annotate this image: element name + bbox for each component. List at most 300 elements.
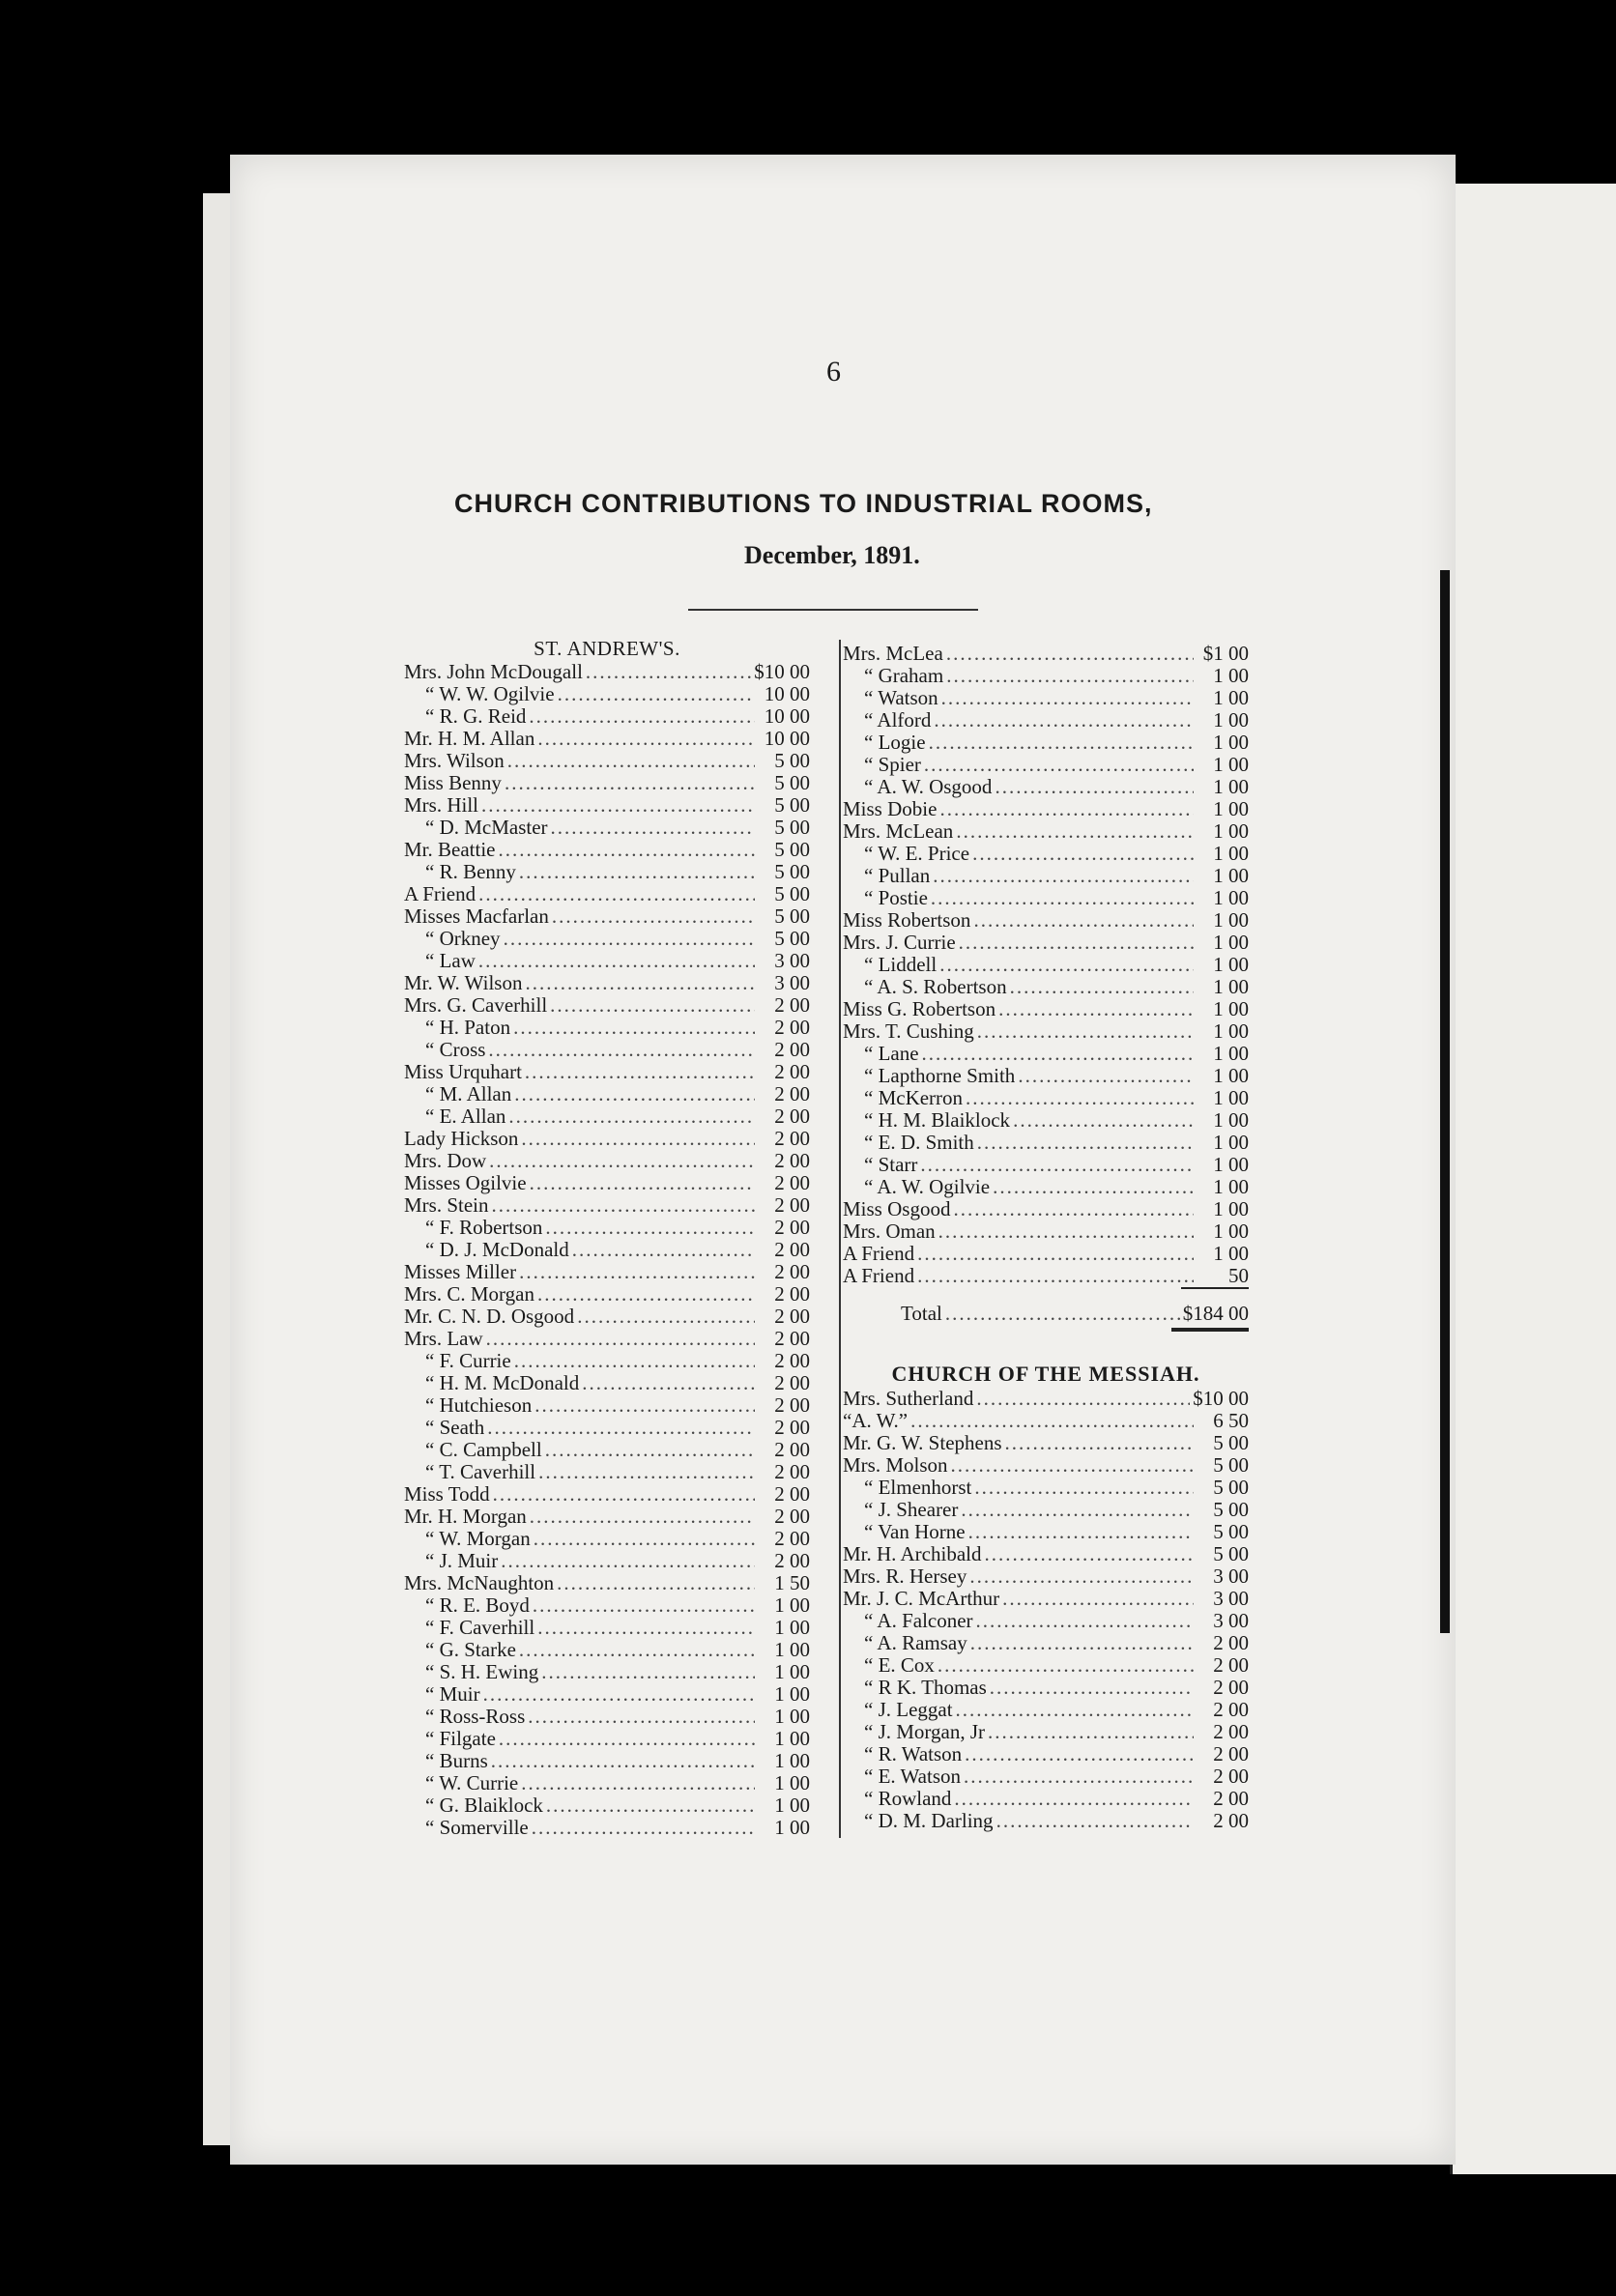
contributor-name: Mrs. G. Caverhill — [404, 993, 548, 1017]
leader-dots — [529, 705, 755, 728]
contributor-name: A Friend — [843, 1264, 915, 1287]
contribution-row — [843, 776, 1249, 798]
contributor-name: Misses Ogilvie — [404, 1171, 527, 1194]
section-heading-church-of-the-messiah: CHURCH OF THE MESSIAH. — [891, 1362, 1200, 1386]
contributor-name: “ G. Blaiklock — [425, 1794, 543, 1817]
contribution-row — [843, 709, 1249, 732]
contribution-row — [843, 665, 1249, 687]
total-double-rule — [1171, 1328, 1249, 1332]
contributor-name: “ Elmenhorst — [864, 1476, 972, 1499]
contribution-amount: 2 00 — [774, 1193, 810, 1217]
leader-dots — [545, 1217, 755, 1239]
leader-dots — [481, 794, 755, 817]
contributor-name: Mr. H. M. Allan — [404, 727, 535, 750]
contribution-row — [404, 794, 810, 817]
contribution-row — [843, 1132, 1249, 1154]
leader-dots — [545, 1439, 755, 1461]
leader-dots — [498, 839, 755, 861]
contribution-amount: 5 00 — [774, 838, 810, 861]
leader-dots — [976, 1388, 1190, 1410]
contribution-amount: 2 00 — [774, 1038, 810, 1061]
contributor-name: “ D. J. McDonald — [425, 1238, 569, 1261]
leader-dots — [504, 928, 755, 950]
leader-dots — [537, 1617, 755, 1639]
contribution-row — [843, 1020, 1249, 1043]
total-row — [843, 1303, 1249, 1325]
contributor-name: “ Rowland — [864, 1787, 952, 1810]
contribution-row — [404, 1105, 810, 1128]
contributor-name: “ W. Morgan — [425, 1527, 531, 1550]
contribution-row — [404, 1194, 810, 1217]
contribution-row — [843, 887, 1249, 909]
contribution-row — [843, 1087, 1249, 1109]
contribution-amount: 2 00 — [1213, 1676, 1249, 1699]
leader-dots — [551, 817, 755, 839]
contributor-name: “ Lane — [864, 1042, 919, 1065]
leader-dots — [488, 1039, 755, 1061]
contribution-row — [843, 932, 1249, 954]
contribution-amount: 1 00 — [1213, 1131, 1249, 1154]
contribution-amount: 2 00 — [774, 1016, 810, 1039]
page-number: 6 — [826, 356, 841, 387]
contribution-row — [843, 1654, 1249, 1677]
contribution-row — [843, 1565, 1249, 1588]
contribution-amount: 3 00 — [1213, 1564, 1249, 1588]
total-label: Total — [901, 1302, 942, 1325]
contribution-row — [843, 1521, 1249, 1543]
contribution-amount: 2 00 — [774, 993, 810, 1017]
contribution-row — [404, 1728, 810, 1750]
contributor-name: “ Van Horne — [864, 1520, 966, 1543]
contributor-name: Mr. W. Wilson — [404, 971, 523, 994]
leader-dots — [922, 1043, 1194, 1065]
contribution-row — [843, 1677, 1249, 1699]
leader-dots — [557, 1572, 755, 1594]
contribution-row — [843, 1477, 1249, 1499]
contribution-row — [404, 1750, 810, 1772]
contribution-amount: 1 00 — [1213, 886, 1249, 909]
contributor-name: Miss Robertson — [843, 908, 971, 932]
leader-dots — [552, 905, 755, 928]
contributor-name: “ M. Allan — [425, 1082, 512, 1105]
contribution-amount: 2 00 — [774, 1260, 810, 1283]
leader-dots — [528, 1706, 755, 1728]
contributor-name: Mr. H. Morgan — [404, 1505, 527, 1528]
leader-dots — [499, 1728, 755, 1750]
leader-dots — [973, 909, 1194, 932]
leader-dots — [478, 950, 755, 972]
contribution-amount: 5 00 — [1213, 1431, 1249, 1454]
contribution-amount: 1 00 — [1213, 1153, 1249, 1176]
leader-dots — [951, 1454, 1194, 1477]
contributor-name: “ H. M. McDonald — [425, 1371, 580, 1394]
contribution-amount: 1 00 — [1213, 1242, 1249, 1265]
contribution-row — [404, 1039, 810, 1061]
contributor-name: “ C. Campbell — [425, 1438, 542, 1461]
contribution-amount: 10 00 — [764, 704, 810, 728]
contributor-name: Miss Todd — [404, 1482, 490, 1506]
leader-dots — [478, 883, 755, 905]
contribution-amount: 1 00 — [1213, 731, 1249, 754]
contribution-amount: 1 00 — [774, 1660, 810, 1683]
leader-dots — [572, 1239, 755, 1261]
facing-page-edge — [1450, 184, 1616, 2174]
leader-dots — [917, 1265, 1194, 1287]
contribution-amount: 1 00 — [1213, 819, 1249, 843]
contribution-row — [404, 661, 810, 683]
contribution-row — [404, 1417, 810, 1439]
leader-dots — [487, 1417, 755, 1439]
contributor-name: “ A. W. Osgood — [864, 775, 993, 798]
contribution-amount: 5 00 — [774, 771, 810, 794]
contribution-amount: 2 00 — [1213, 1809, 1249, 1832]
leader-dots — [974, 1477, 1194, 1499]
contributor-name: “ E. Cox — [864, 1653, 935, 1677]
leader-dots — [1018, 1065, 1194, 1087]
left-column — [404, 636, 810, 1839]
contribution-amount: 2 00 — [774, 1216, 810, 1239]
contributor-name: Mrs. Sutherland — [843, 1387, 974, 1410]
contribution-row — [843, 1410, 1249, 1432]
contribution-amount: 1 00 — [1213, 931, 1249, 954]
contributor-name: “ H. M. Blaiklock — [864, 1108, 1011, 1132]
leader-dots — [990, 1677, 1194, 1699]
contribution-amount: 5 00 — [1213, 1453, 1249, 1477]
contribution-row — [404, 928, 810, 950]
contribution-amount: 5 00 — [774, 904, 810, 928]
contributor-name: “ Filgate — [425, 1727, 496, 1750]
total-amount: $184 00 — [1182, 1302, 1249, 1325]
leader-dots — [541, 1661, 755, 1683]
leader-dots — [1013, 1109, 1194, 1132]
leader-dots — [533, 1594, 755, 1617]
contribution-row — [843, 687, 1249, 709]
contribution-amount: 1 00 — [1213, 1175, 1249, 1198]
contributor-name: “ J. Leggat — [864, 1698, 953, 1721]
contributor-name: “ J. Morgan, Jr — [864, 1720, 986, 1743]
leader-dots — [519, 1639, 755, 1661]
contributor-name: “ Hutchieson — [425, 1393, 533, 1417]
contributor-name: “ E. Allan — [425, 1105, 506, 1128]
contributor-name: “ W. Currie — [425, 1771, 519, 1794]
contributor-name: Mrs. Stein — [404, 1193, 489, 1217]
contribution-amount: 2 00 — [774, 1549, 810, 1572]
contribution-row — [404, 950, 810, 972]
contributor-name: Mr. G. W. Stephens — [843, 1431, 1002, 1454]
contribution-row — [404, 772, 810, 794]
contributor-name: “ H. Paton — [425, 1016, 511, 1039]
leader-dots — [521, 1128, 755, 1150]
leader-dots — [972, 843, 1194, 865]
contribution-amount: 1 00 — [774, 1749, 810, 1772]
page-date: December, 1891. — [744, 541, 920, 569]
contribution-row — [843, 1043, 1249, 1065]
leader-dots — [965, 1743, 1194, 1765]
leader-dots — [995, 776, 1194, 798]
contributor-name: “ Burns — [425, 1749, 488, 1772]
contribution-row — [404, 1772, 810, 1794]
contribution-row — [843, 1243, 1249, 1265]
contribution-row — [843, 1176, 1249, 1198]
leader-dots — [939, 798, 1194, 820]
leader-dots — [968, 1521, 1194, 1543]
leader-dots — [938, 1220, 1194, 1243]
contribution-row — [404, 1239, 810, 1261]
section-heading-st-andrews: ST. ANDREW'S. — [534, 637, 680, 660]
leader-dots — [538, 1461, 755, 1483]
leader-dots — [924, 754, 1194, 776]
contribution-amount: 1 00 — [1213, 997, 1249, 1020]
contributor-name: “ Law — [425, 949, 476, 972]
contribution-row — [843, 1743, 1249, 1765]
leader-dots — [996, 1810, 1194, 1832]
leader-dots — [933, 865, 1194, 887]
contribution-amount: 2 00 — [774, 1127, 810, 1150]
contribution-row — [404, 1150, 810, 1172]
contribution-amount: 10 00 — [764, 682, 810, 705]
leader-dots — [519, 1261, 755, 1283]
contributor-name: Misses Miller — [404, 1260, 517, 1283]
leader-dots — [546, 1794, 755, 1817]
contribution-row — [843, 820, 1249, 843]
contribution-list-st-andrews-continued — [843, 643, 1249, 1287]
contribution-amount: 1 00 — [1213, 1042, 1249, 1065]
contribution-row — [404, 1661, 810, 1683]
leader-dots — [977, 1020, 1194, 1043]
contributor-name: “ Cross — [425, 1038, 486, 1061]
contribution-row — [843, 754, 1249, 776]
contribution-amount: 5 00 — [774, 749, 810, 772]
contributor-name: “ Orkney — [425, 927, 501, 950]
contribution-row — [404, 750, 810, 772]
leader-dots — [508, 1105, 755, 1128]
contribution-row — [843, 1499, 1249, 1521]
leader-dots — [550, 994, 755, 1017]
contribution-row — [404, 1550, 810, 1572]
contribution-amount: 3 00 — [774, 971, 810, 994]
leader-dots — [917, 1243, 1194, 1265]
leader-dots — [946, 643, 1194, 665]
leader-dots — [945, 1303, 1180, 1325]
contribution-row — [404, 705, 810, 728]
contribution-row — [843, 998, 1249, 1020]
contribution-amount: 2 00 — [774, 1371, 810, 1394]
contributor-name: “ A. Falconer — [864, 1609, 973, 1632]
contribution-amount: 2 00 — [774, 1482, 810, 1506]
contribution-amount: 5 00 — [1213, 1498, 1249, 1521]
contribution-row — [843, 1265, 1249, 1287]
contributor-name: “ Postie — [864, 886, 928, 909]
contribution-row — [404, 1439, 810, 1461]
contributor-name: “ W. E. Price — [864, 842, 970, 865]
contribution-amount: 2 00 — [1213, 1653, 1249, 1677]
contributor-name: “ McKerron — [864, 1086, 964, 1109]
contribution-row — [843, 1810, 1249, 1832]
leader-dots — [931, 887, 1194, 909]
contributor-name: A Friend — [404, 882, 476, 905]
contribution-amount: 1 00 — [1213, 864, 1249, 887]
contributor-name: Mrs. Hill — [404, 793, 479, 817]
leader-dots — [501, 1550, 755, 1572]
contribution-row — [404, 994, 810, 1017]
leader-dots — [525, 972, 755, 994]
contribution-row — [404, 839, 810, 861]
leader-dots — [956, 820, 1194, 843]
contributor-name: Mrs. Oman — [843, 1220, 936, 1243]
page-title: CHURCH CONTRIBUTIONS TO INDUSTRIAL ROOMS, — [454, 489, 1153, 518]
contribution-row — [843, 976, 1249, 998]
leader-dots — [941, 687, 1194, 709]
contribution-row — [404, 683, 810, 705]
contributor-name: “ R. Benny — [425, 860, 516, 883]
contribution-row — [404, 1683, 810, 1706]
contributor-name: Mrs. R. Hersey — [843, 1564, 967, 1588]
leader-dots — [491, 1750, 755, 1772]
contribution-amount: 2 00 — [774, 1349, 810, 1372]
contribution-amount: 5 00 — [774, 882, 810, 905]
contributor-name: “ R. G. Reid — [425, 704, 527, 728]
leader-dots — [993, 1176, 1194, 1198]
column-divider — [839, 640, 841, 1838]
contribution-row — [404, 1328, 810, 1350]
contributor-name: Mrs. Dow — [404, 1149, 487, 1172]
contribution-row — [843, 1432, 1249, 1454]
contribution-amount: 2 00 — [774, 1327, 810, 1350]
leader-dots — [577, 1306, 755, 1328]
contribution-amount: 1 00 — [1213, 708, 1249, 732]
contribution-amount: 1 00 — [774, 1616, 810, 1639]
leader-dots — [534, 1528, 755, 1550]
contribution-row — [404, 1217, 810, 1239]
leader-dots — [1002, 1588, 1194, 1610]
contribution-amount: 1 00 — [1213, 664, 1249, 687]
contribution-row — [404, 1017, 810, 1039]
contributor-name: Mrs. John McDougall — [404, 660, 583, 683]
contribution-amount: 3 00 — [774, 949, 810, 972]
contribution-row — [843, 843, 1249, 865]
contribution-row — [843, 1788, 1249, 1810]
leader-dots — [493, 1483, 755, 1506]
contribution-amount: 1 00 — [774, 1593, 810, 1617]
right-column — [843, 643, 1249, 1832]
contribution-row — [404, 1594, 810, 1617]
leader-dots — [530, 1172, 755, 1194]
contribution-row — [404, 1061, 810, 1083]
contribution-row — [404, 1706, 810, 1728]
leader-dots — [486, 1328, 755, 1350]
leader-dots — [489, 1150, 755, 1172]
contribution-row — [404, 1172, 810, 1194]
contributor-name: “ Graham — [864, 664, 944, 687]
contribution-row — [843, 1721, 1249, 1743]
contributor-name: Mrs. McLea — [843, 642, 943, 665]
contribution-row — [843, 1109, 1249, 1132]
contribution-amount: 5 00 — [1213, 1520, 1249, 1543]
contribution-amount: 1 00 — [774, 1682, 810, 1706]
contributor-name: Miss Osgood — [843, 1197, 951, 1220]
leader-dots — [492, 1194, 755, 1217]
contribution-row — [404, 1483, 810, 1506]
contribution-amount: 1 50 — [774, 1571, 810, 1594]
leader-dots — [966, 1087, 1194, 1109]
contribution-amount: 3 00 — [1213, 1587, 1249, 1610]
contribution-amount: $10 00 — [1193, 1387, 1249, 1410]
contribution-row — [404, 905, 810, 928]
contribution-row — [843, 1454, 1249, 1477]
leader-dots — [534, 1394, 755, 1417]
contributor-name: “ S. H. Ewing — [425, 1660, 539, 1683]
contribution-row — [404, 1617, 810, 1639]
leader-dots — [514, 1350, 755, 1372]
binding-strip — [1440, 570, 1450, 1633]
contributor-name: “ Pullan — [864, 864, 931, 887]
contributor-name: “ F. Caverhill — [425, 1616, 535, 1639]
contribution-amount: 1 00 — [1213, 1108, 1249, 1132]
contribution-row — [404, 1372, 810, 1394]
contribution-row — [843, 1388, 1249, 1410]
contributor-name: “ Liddell — [864, 953, 938, 976]
total-rule — [1181, 1287, 1249, 1289]
contribution-row — [404, 1128, 810, 1150]
contribution-amount: 2 00 — [774, 1060, 810, 1083]
leader-dots — [582, 1372, 755, 1394]
contribution-row — [404, 1794, 810, 1817]
contributor-name: “ R K. Thomas — [864, 1676, 987, 1699]
contribution-amount: 5 00 — [774, 927, 810, 950]
contributor-name: “ Spier — [864, 753, 921, 776]
leader-dots — [934, 709, 1194, 732]
contribution-amount: 2 00 — [774, 1527, 810, 1550]
leader-dots — [969, 1565, 1194, 1588]
contribution-row — [404, 1083, 810, 1105]
leader-dots — [929, 732, 1194, 754]
contribution-row — [404, 972, 810, 994]
contribution-row — [404, 1639, 810, 1661]
contributor-name: “ Somerville — [425, 1816, 529, 1839]
contribution-amount: 2 00 — [774, 1082, 810, 1105]
contribution-row — [404, 883, 810, 905]
leader-dots — [970, 1632, 1194, 1654]
contribution-amount: 1 00 — [774, 1816, 810, 1839]
leader-dots — [519, 861, 755, 883]
leader-dots — [956, 1699, 1194, 1721]
contribution-row — [404, 1817, 810, 1839]
contribution-amount: 1 00 — [1213, 908, 1249, 932]
contribution-amount: 2 00 — [1213, 1742, 1249, 1765]
contribution-row — [404, 1306, 810, 1328]
contributor-name: “ Alford — [864, 708, 932, 732]
leader-dots — [939, 954, 1194, 976]
leader-dots — [910, 1410, 1194, 1432]
contributor-name: “ J. Muir — [425, 1549, 499, 1572]
contributor-name: “ D. M. Darling — [864, 1809, 994, 1832]
contribution-amount: 2 00 — [774, 1149, 810, 1172]
leader-dots — [961, 1499, 1194, 1521]
leader-dots — [521, 1772, 755, 1794]
contributor-name: “ G. Starke — [425, 1638, 516, 1661]
contribution-amount: 5 00 — [1213, 1542, 1249, 1565]
contribution-row — [843, 798, 1249, 820]
contribution-row — [843, 1699, 1249, 1721]
contribution-row — [843, 1610, 1249, 1632]
contribution-row — [404, 1283, 810, 1306]
contribution-row — [404, 1572, 810, 1594]
contribution-amount: 1 00 — [1213, 1019, 1249, 1043]
contributor-name: “ A. S. Robertson — [864, 975, 1007, 998]
contribution-row — [404, 1350, 810, 1372]
contribution-amount: 2 00 — [774, 1460, 810, 1483]
contribution-list-church-of-the-messiah — [843, 1388, 1249, 1832]
